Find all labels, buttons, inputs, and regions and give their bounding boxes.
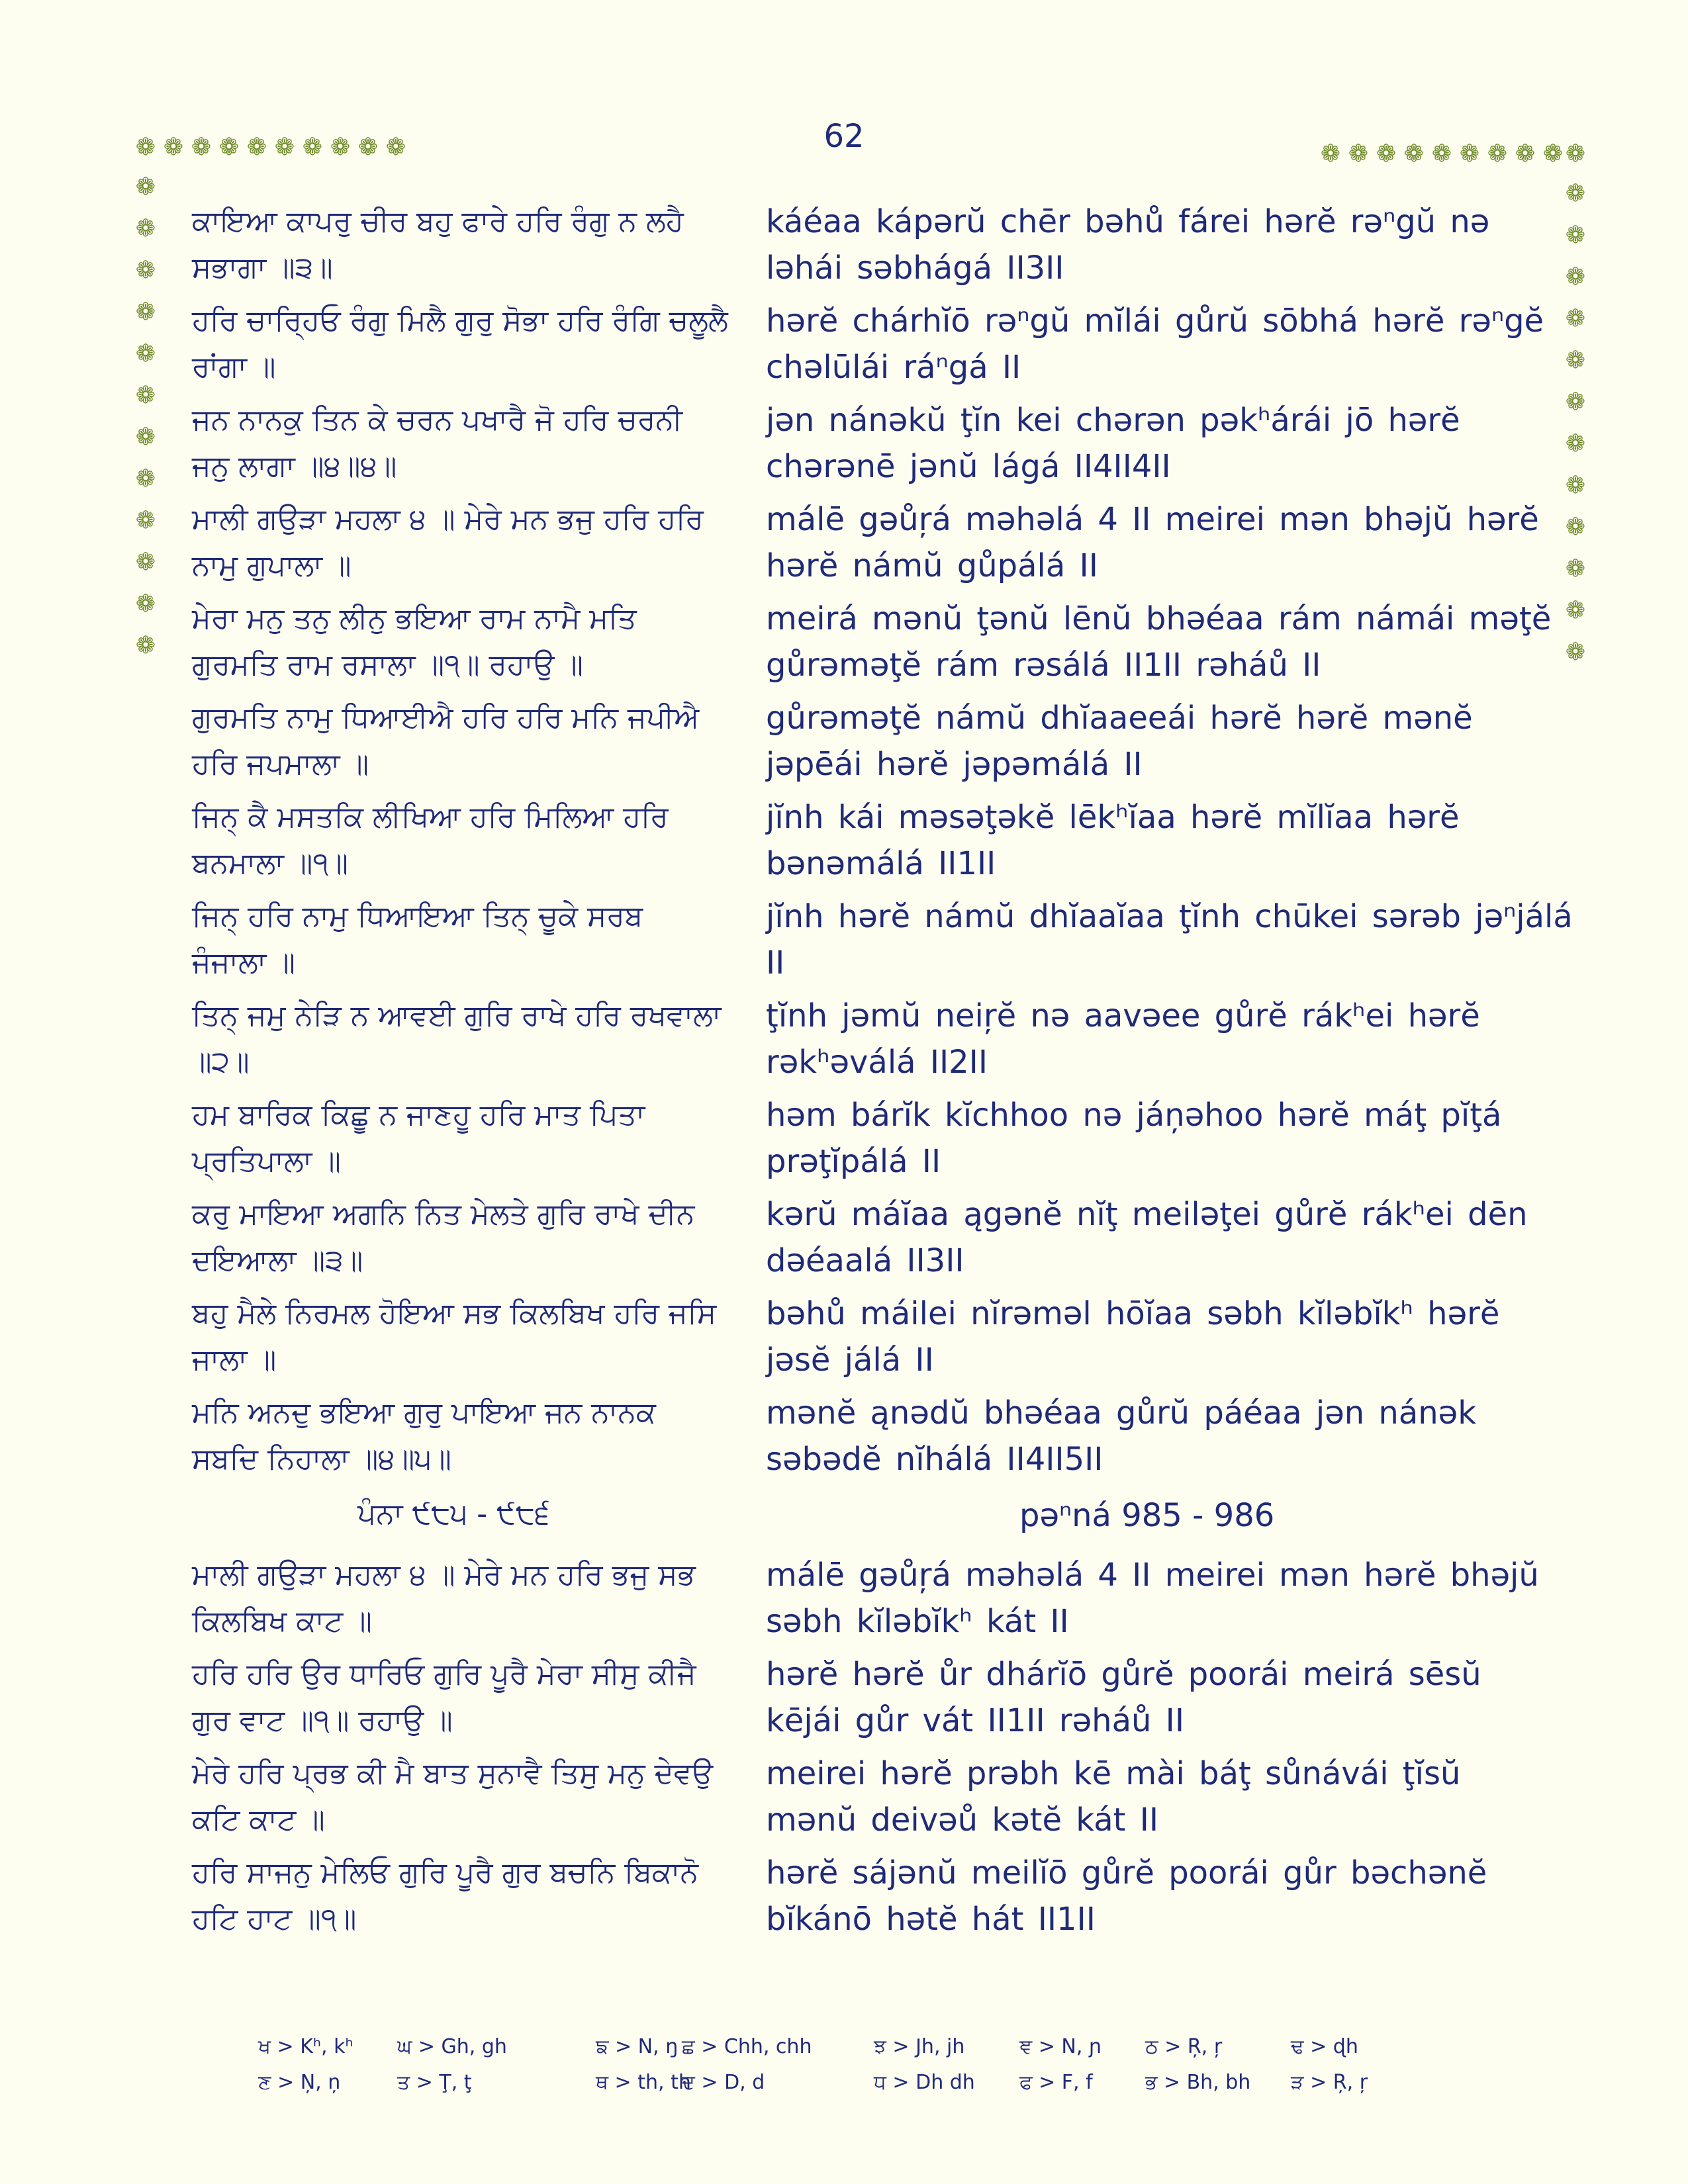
legend-item: ਫ > F, f [1019,2071,1093,2094]
flower-ornament-icon: ❁ [191,134,212,161]
gurmukhi-text [192,1751,722,1843]
transliteration-text [766,596,1552,688]
gurmukhi-line: ਤਿਨ੍ ਜਮੁ ਨੇੜਿ ਨ ਆਵਈ ਗੁਰਿ ਰਾਖੇ ਹਰਿ ਰਖਵਾਲਾ [192,999,722,1032]
gurmukhi-text [192,1390,722,1482]
transliteration-text [766,794,1521,887]
transliteration-line: chərənē jənŭ lágá II4II4II [766,448,1171,485]
flower-ornament-icon: ❁ [135,632,156,659]
gurmukhi-line: ਹਰਿ ਜਪਮਾਲਾ ॥ [192,747,369,781]
flower-ornament-icon: ❁ [135,173,156,201]
flower-ornament-icon: ❁ [330,134,351,161]
gurmukhi-text [192,397,722,490]
gurmukhi-text [192,298,728,390]
gurmukhi-text [192,199,722,291]
gurmukhi-line: ਜਨ ਨਾਨਕੁ ਤਿਨ ਕੇ ਚਰਨ ਪਖਾਰੈ ਜੋ ਹਰਿ ਚਰਨੀ [192,403,683,437]
transliteration-line: meirá mənŭ ţənŭ lēnŭ bhəéaa rám námái məţĕ [766,600,1552,637]
transliteration-line: prəţĭpálá II [766,1143,941,1180]
transliteration-line: səbədĕ nĭhálá II4II5II [766,1441,1103,1478]
gurmukhi-line: ਜਿਨ੍ ਹਰਿ ਨਾਮੁ ਧਿਆਇਆ ਤਿਨ੍ ਚੂਕੇ ਸਰਬ [192,899,643,933]
transliteration-text [766,496,1539,589]
gurmukhi-text [192,1651,722,1744]
transliteration-text [766,993,1521,1085]
flower-ornament-icon: ❁ [1565,514,1586,541]
gurmukhi-text [192,496,722,589]
legend-item: ਞ > N, ɲ [1019,2035,1102,2058]
transliteration-line: káéaa kápərŭ chēr bəhů fárei hərĕ rəⁿgŭ nə [766,203,1490,240]
transliteration-line: bĭkánō hətĕ hát II1II [766,1901,1096,1938]
gurmukhi-text [192,1291,722,1383]
transliteration-line: jən nánəkŭ ţĭn kei chərən pəkʰárái jō hərĕ [766,402,1460,439]
gurmukhi-line: ਹਰਿ ਹਰਿ ਉਰ ਧਾਰਿਓ ਗੁਰਿ ਪੂਰੈ ਮੇਰਾ ਸੀਸੁ ਕੀਜੈ [192,1657,696,1691]
legend-item: ਛ > Chh, chh [682,2035,812,2058]
flower-ornament-icon: ❁ [1565,430,1586,457]
flower-ornament-icon: ❁ [1515,140,1536,167]
transliteration-text [766,397,1521,490]
flower-ornament-icon: ❁ [1348,140,1369,167]
gurmukhi-line: ਜਿਨ੍ ਕੈ ਮਸਤਕਿ ਲੀਖਿਆ ਹਰਿ ਮਿਲਿਆ ਹਰਿ [192,800,669,834]
flower-ornament-icon: ❁ [1565,388,1586,416]
gurmukhi-line: ਕਿਲਬਿਖ ਕਾਟ ॥ [192,1604,372,1638]
transliteration-line: səbh kĭləbĭkʰ kát II [766,1603,1069,1640]
transliteration-line: II [766,944,785,981]
gurmukhi-line: ਮੇਰੇ ਹਰਿ ਪ੍ਰਭ ਕੀ ਮੈ ਬਾਤ ਸੁਨਾਵੈ ਤਿਸੁ ਮਨੁ ਦੇਵਉ [192,1756,714,1790]
transliteration-line: jĭnh hərĕ námŭ dhĭaaĭaa ţĭnh chūkei sərəb jəⁿjálá [766,898,1573,935]
gurmukhi-line: ਬਹੁ ਮੈਲੇ ਨਿਰਮਲ ਹੋਇਆ ਸਭ ਕਿਲਬਿਖ ਹਰਿ ਜਸਿ [192,1297,717,1330]
flower-ornament-icon: ❁ [1565,347,1586,374]
transliteration-line: bənəmálá II1II [766,845,996,882]
flower-ornament-icon: ❁ [135,382,156,409]
transliteration-line: kərŭ máĭaa ągənĕ nĭţ meiləţei gůrĕ rákʰei dēn [766,1196,1528,1233]
legend-row-1 [258,2035,1450,2071]
transliteration-line: həm bárĭk kĭchhoo nə jáņəhoo hərĕ máţ pĭţá [766,1097,1502,1134]
transliteration-line: kējái gůr vát II1II rəháů II [766,1702,1184,1739]
transliteration-line: hərĕ sájənŭ meilĭō gůrĕ poorái gůr bəchənĕ [766,1854,1487,1891]
transliteration-text [766,1092,1521,1185]
flower-ornament-icon: ❁ [1565,263,1586,291]
legend-item: ਘ > Gh, gh [397,2035,507,2058]
gurmukhi-line: ਜਾਲਾ ॥ [192,1343,277,1377]
legend-item: ਤ > Ţ, ţ [397,2071,472,2094]
transliteration-text [766,1291,1521,1383]
gurmukhi-line: ਦਇਆਲਾ ॥੩॥ [192,1244,363,1277]
transliteration-line: mənŭ deivəů kətĕ kát II [766,1801,1159,1839]
flower-ornament-icon: ❁ [246,134,267,161]
flower-ornament-icon: ❁ [1403,140,1425,167]
transliteration-text [766,1390,1521,1482]
legend-item: ਖ > Kʰ, kʰ [258,2035,353,2058]
section-heading-transliteration: pəⁿná 985 - 986 [1019,1497,1275,1534]
flower-ornament-icon: ❁ [1376,140,1397,167]
legend-item: ਙ > N, ŋ [596,2035,679,2058]
legend-item: ਣ > Ņ, ņ [258,2071,341,2094]
transliteration-line: málē gəůŗá məhəlá 4 II meirei mən bhəjŭ hərĕ [766,501,1539,538]
transliteration-line: bəhů máilei nĭrəməl hōĭaa səbh kĭləbĭkʰ hərĕ [766,1295,1500,1332]
gurmukhi-line: ਨਾਮੁ ਗੁਪਾਲਾ ॥ [192,549,352,582]
flower-ornament-icon: ❁ [385,134,406,161]
flower-ornament-icon: ❁ [135,549,156,576]
gurmukhi-text [192,695,722,788]
transliteration-text [766,893,1573,986]
gurmukhi-text [192,794,722,887]
flower-ornament-icon: ❁ [218,134,240,161]
gurmukhi-line: ਗੁਰਮਤਿ ਨਾਮੁ ਧਿਆਈਐ ਹਰਿ ਹਰਿ ਮਨਿ ਜਪੀਐ [192,701,700,735]
transliteration-line: chəlūlái ráⁿgá II [766,349,1021,386]
flower-ornament-icon: ❁ [135,340,156,367]
gurmukhi-line: ਸਭਾਗਾ ॥੩॥ [192,251,333,285]
flower-ornament-icon: ❁ [1431,140,1452,167]
gurmukhi-line: ਮਾਲੀ ਗਉੜਾ ਮਹਲਾ ੪ ॥ ਮੇਰੇ ਮਨ ਭਜੁ ਹਰਿ ਹਰਿ [192,502,704,536]
flower-ornament-icon: ❁ [1542,140,1564,167]
transliteration-text [766,695,1521,788]
flower-ornament-icon: ❁ [1459,140,1480,167]
transliteration-text [766,1552,1539,1645]
flower-ornament-icon: ❁ [302,134,323,161]
legend-item: ਢ > ɖh [1291,2035,1358,2058]
transliteration-line: jĭnh kái məsəţəkĕ lēkʰĭaa hərĕ mĭlĭaa hərĕ [766,799,1460,836]
flower-ornament-icon: ❁ [135,424,156,451]
gurmukhi-line: ਸਬਦਿ ਨਿਹਾਲਾ ॥੪॥੫॥ [192,1442,451,1476]
transliteration-text [766,298,1544,390]
flower-ornament-icon: ❁ [1565,597,1586,624]
gurmukhi-line: ਗੁਰਮਤਿ ਰਾਮ ਰਸਾਲਾ ॥੧॥ ਰਹਾਉ ॥ [192,648,583,682]
flower-ornament-icon: ❁ [135,134,156,161]
flower-ornament-icon: ❁ [1565,222,1586,249]
gurmukhi-line: ਗੁਰ ਵਾਟ ॥੧॥ ਰਹਾਉ ॥ [192,1704,453,1737]
transliteration-line: gůrəməţĕ námŭ dhĭaaeeái hərĕ hərĕ mənĕ [766,700,1473,737]
gurmukhi-text [192,1552,722,1645]
legend-item: ਦ > D, d [682,2071,765,2094]
legend-item: ੜ > Ŗ, ŗ [1291,2071,1368,2094]
gurmukhi-text [192,893,722,986]
flower-ornament-icon: ❁ [357,134,379,161]
gurmukhi-line: ਮੇਰਾ ਮਨੁ ਤਨੁ ਲੀਨੁ ਭਇਆ ਰਾਮ ਨਾਮੈ ਮਤਿ [192,602,637,635]
transliteration-line: hərĕ chárhĭō rəⁿgŭ mĭlái gůrŭ sōbhá hərĕ rəⁿgĕ [766,302,1544,340]
transliteration-line: málē gəůŗá məhəlá 4 II meirei mən hərĕ bhəjŭ [766,1557,1539,1594]
gurmukhi-line: ਪ੍ਰਤਿਪਾਲਾ ॥ [192,1144,341,1178]
gurmukhi-text [192,993,722,1085]
flower-ornament-icon: ❁ [163,134,184,161]
transliteration-line: rəkʰəválá II2II [766,1044,988,1081]
legend-item: ਝ > Jh, jh [874,2035,965,2058]
flower-ornament-icon: ❁ [1320,140,1341,167]
transliteration-text [766,1651,1521,1744]
section-heading-gurmukhi: ਪੰਨਾ ੯੮੫ - ੯੮੬ [357,1497,550,1531]
gurmukhi-line: ਬਨਮਾਲਾ ॥੧॥ [192,846,349,880]
gurmukhi-line: ਕਾਇਆ ਕਾਪਰੁ ਚੀਰ ਬਹੁ ਫਾਰੇ ਹਰਿ ਰੰਗੁ ਨ ਲਹੈ [192,205,684,238]
transliteration-text [766,199,1521,291]
gurmukhi-line: ਹਮ ਬਾਰਿਕ ਕਿਛੂ ਨ ਜਾਣਹੂ ਹਰਿ ਮਾਤ ਪਿਤਾ [192,1098,645,1132]
gurmukhi-text [192,1850,722,1942]
gurmukhi-line: ਮਾਲੀ ਗਉੜਾ ਮਹਲਾ ੪ ॥ ਮੇਰੇ ਮਨ ਹਰਿ ਭਜੁ ਸਭ [192,1558,696,1592]
gurmukhi-line: ॥੨॥ [192,1045,250,1079]
flower-ornament-icon: ❁ [135,257,156,284]
transliteration-line: gůrəməţĕ rám rəsálá II1II rəháů II [766,647,1321,684]
transliteration-line: hərĕ hərĕ ůr dhárĭō gůrĕ poorái meirá sēsŭ [766,1656,1481,1693]
gurmukhi-line: ਜੰਜਾਲਾ ॥ [192,946,296,979]
transliteration-line: jəsĕ jálá II [766,1342,934,1379]
flower-ornament-icon: ❁ [1565,555,1586,582]
legend-item: ਥ > th, th [596,2071,691,2094]
flower-ornament-icon: ❁ [135,465,156,492]
transliteration-line: jəpēái hərĕ jəpəmálá II [766,746,1143,783]
flower-ornament-icon: ❁ [274,134,295,161]
flower-ornament-icon: ❁ [1565,472,1586,499]
gurmukhi-line: ਜਨੁ ਲਾਗਾ ॥੪॥੪॥ [192,449,397,483]
gurmukhi-text [192,1191,722,1284]
legend-row-2 [258,2071,1450,2107]
transliteration-line: ţĭnh jəmŭ neiŗĕ nə aavəee gůrĕ rákʰei hərĕ [766,997,1480,1034]
legend-item: ਭ > Bh, bh [1145,2071,1251,2094]
gurmukhi-text [192,1092,722,1185]
gurmukhi-line: ਹਰਿ ਸਾਜਨੁ ਮੇਲਿਓ ਗੁਰਿ ਪੂਰੈ ਗੁਰ ਬਚਨਿ ਬਿਕਾਨੋ [192,1856,698,1889]
transliteration-text [766,1850,1521,1942]
gurmukhi-line: ਰਾਂਗਾ ॥ [192,350,276,384]
flower-ornament-icon: ❁ [1565,140,1586,167]
gurmukhi-text [192,596,722,688]
flower-ornament-icon: ❁ [135,590,156,617]
transliteration-legend [258,2035,1450,2107]
legend-item: ਧ > Dh dh [874,2071,975,2094]
gurmukhi-line: ਕਟਿ ਕਾਟ ॥ [192,1803,325,1837]
flower-ornament-icon: ❁ [1565,639,1586,666]
transliteration-line: ləhái səbhágá II3II [766,250,1064,287]
transliteration-line: meirei hərĕ prəbh kē mài báţ sůnávái ţĭsŭ [766,1755,1461,1792]
transliteration-line: dəéaalá II3II [766,1242,964,1279]
flower-ornament-icon: ❁ [1487,140,1508,167]
gurmukhi-line: ਕਰੁ ਮਾਇਆ ਅਗਨਿ ਨਿਤ ਮੇਲਤੇ ਗੁਰਿ ਰਾਖੇ ਦੀਨ [192,1197,695,1231]
transliteration-text [766,1191,1528,1284]
gurmukhi-line: ਹਟਿ ਹਾਟ ॥੧॥ [192,1902,357,1936]
flower-ornament-icon: ❁ [1565,180,1586,207]
flower-ornament-icon: ❁ [135,298,156,326]
flower-ornament-icon: ❁ [135,215,156,242]
flower-ornament-icon: ❁ [1565,305,1586,332]
transliteration-line: mənĕ ąnədŭ bhəéaa gůrŭ páéaa jən nánək [766,1394,1476,1432]
gurmukhi-line: ਮਨਿ ਅਨਦੁ ਭਇਆ ਗੁਰੁ ਪਾਇਆ ਜਨ ਨਾਨਕ [192,1396,656,1430]
legend-item: ਠ > Ŗ, ŗ [1145,2035,1223,2058]
gurmukhi-line: ਹਰਿ ਚਾਰ੍ਹਿਓ ਰੰਗੁ ਮਿਲੈ ਗੁਰੁ ਸੋਭਾ ਹਰਿ ਰੰਗਿ ਚਲੂਲੈ [192,304,728,338]
transliteration-line: hərĕ námŭ gůpálá II [766,547,1098,584]
transliteration-text [766,1751,1521,1843]
page-number: 62 [823,118,865,155]
flower-ornament-icon: ❁ [135,507,156,534]
